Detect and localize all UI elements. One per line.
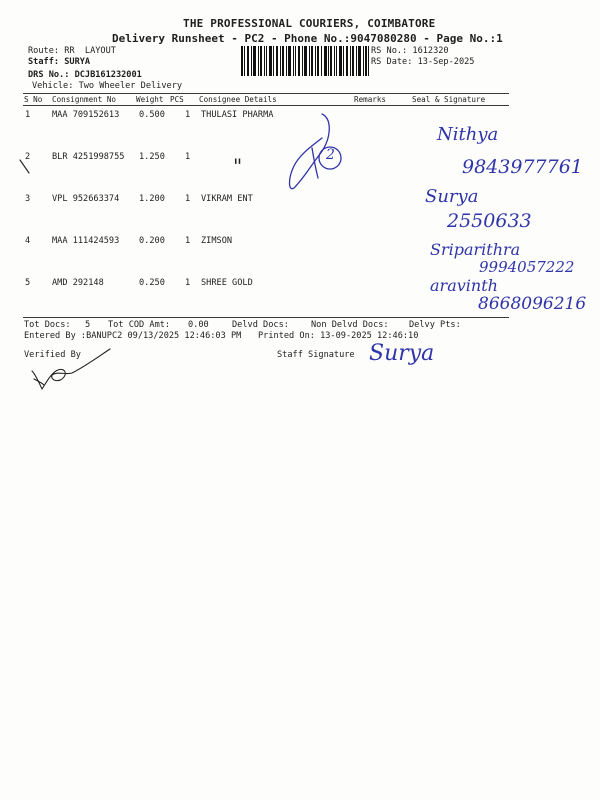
row-5-consignment: AMD 292148: [52, 278, 104, 288]
col-consignee: Consignee Details: [199, 95, 277, 104]
sig-phone-4: 8668096216: [478, 294, 587, 314]
row-1-consignee: THULASI PHARMA: [201, 110, 274, 120]
tot-docs-value: 5: [85, 320, 91, 330]
sig-name-3: Sriparithra: [430, 240, 521, 259]
drs-number: DRS No.: DCJB161232001: [28, 70, 142, 80]
col-seal-signature: Seal & Signature: [412, 95, 486, 104]
staff-label: Staff: SURYA: [28, 57, 91, 67]
row-2-weight: 1.250: [139, 152, 165, 162]
col-weight: Weight: [136, 95, 164, 104]
sig-name-1: Nithya: [437, 124, 499, 145]
remarks-scribble: [282, 108, 352, 196]
delvd-docs-label: Delvd Docs:: [232, 320, 289, 330]
printed-on: Printed On: 13-09-2025 12:46:10: [258, 331, 419, 341]
row-5-pcs: 1: [185, 278, 191, 288]
non-delvd-docs-label: Non Delvd Docs:: [311, 320, 389, 330]
row-1-consignment: MAA 709152613: [52, 110, 120, 120]
route-label: Route: RR LAYOUT: [28, 46, 116, 56]
row-2-ditto-mark: ": [233, 154, 243, 178]
footer-rule: [23, 317, 509, 318]
row-2-pcs: 1: [185, 152, 191, 162]
sig-phone-3: 9994057222: [479, 258, 575, 276]
verified-by-label: Verified By: [24, 350, 81, 360]
tot-cod-value: 0.00: [188, 320, 209, 330]
col-sno: S No: [24, 95, 43, 104]
sig-name-2: Surya: [425, 186, 479, 207]
vehicle-label: Vehicle: Two Wheeler Delivery: [32, 81, 183, 91]
verified-signature: [28, 345, 114, 393]
row-4-pcs: 1: [185, 236, 191, 246]
row-2-consignment: BLR 4251998755: [52, 152, 125, 162]
rs-number: RS No.: 1612320: [371, 46, 449, 56]
runsheet-subtitle: Delivery Runsheet - PC2 - Phone No.:9047080280 - Page No.:1: [112, 32, 503, 45]
col-consignment: Consignment No: [52, 95, 117, 104]
staff-signature-label: Staff Signature: [277, 350, 355, 360]
col-pcs: PCS: [170, 95, 184, 104]
col-remarks: Remarks: [354, 95, 387, 104]
row-5-sno: 5: [25, 278, 31, 288]
row-5-consignee: SHREE GOLD: [201, 278, 253, 288]
sig-number-2: 2550633: [447, 210, 532, 232]
stray-mark: [18, 158, 32, 176]
row-4-consignee: ZIMSON: [201, 236, 233, 246]
entered-by: Entered By :BANUPC2 09/13/2025 12:46:03 PM: [24, 331, 242, 341]
staff-signature: Surya: [369, 341, 435, 366]
header-rule-top: [23, 93, 509, 94]
header-rule-bottom: [23, 105, 509, 106]
barcode: [241, 46, 369, 76]
row-1-sno: 1: [25, 110, 31, 120]
company-title: THE PROFESSIONAL COURIERS, COIMBATORE: [183, 17, 436, 30]
delvy-pts-label: Delvy Pts:: [409, 320, 461, 330]
row-3-pcs: 1: [185, 194, 191, 204]
row-3-sno: 3: [25, 194, 31, 204]
row-4-weight: 0.200: [139, 236, 165, 246]
remarks-circled-number: 2: [326, 147, 335, 163]
row-4-consignment: MAA 111424593: [52, 236, 120, 246]
row-5-weight: 0.250: [139, 278, 165, 288]
row-2-sno: 2: [25, 152, 31, 162]
rs-date: RS Date: 13-Sep-2025: [371, 57, 475, 67]
row-1-pcs: 1: [185, 110, 191, 120]
tot-docs-label: Tot Docs:: [24, 320, 71, 330]
sig-name-4: aravinth: [430, 276, 498, 295]
row-3-weight: 1.200: [139, 194, 165, 204]
row-3-consignment: VPL 952663374: [52, 194, 120, 204]
tot-cod-label: Tot COD Amt:: [108, 320, 171, 330]
row-3-consignee: VIKRAM ENT: [201, 194, 253, 204]
sig-phone-1: 9843977761: [462, 156, 583, 178]
row-1-weight: 0.500: [139, 110, 165, 120]
row-4-sno: 4: [25, 236, 31, 246]
